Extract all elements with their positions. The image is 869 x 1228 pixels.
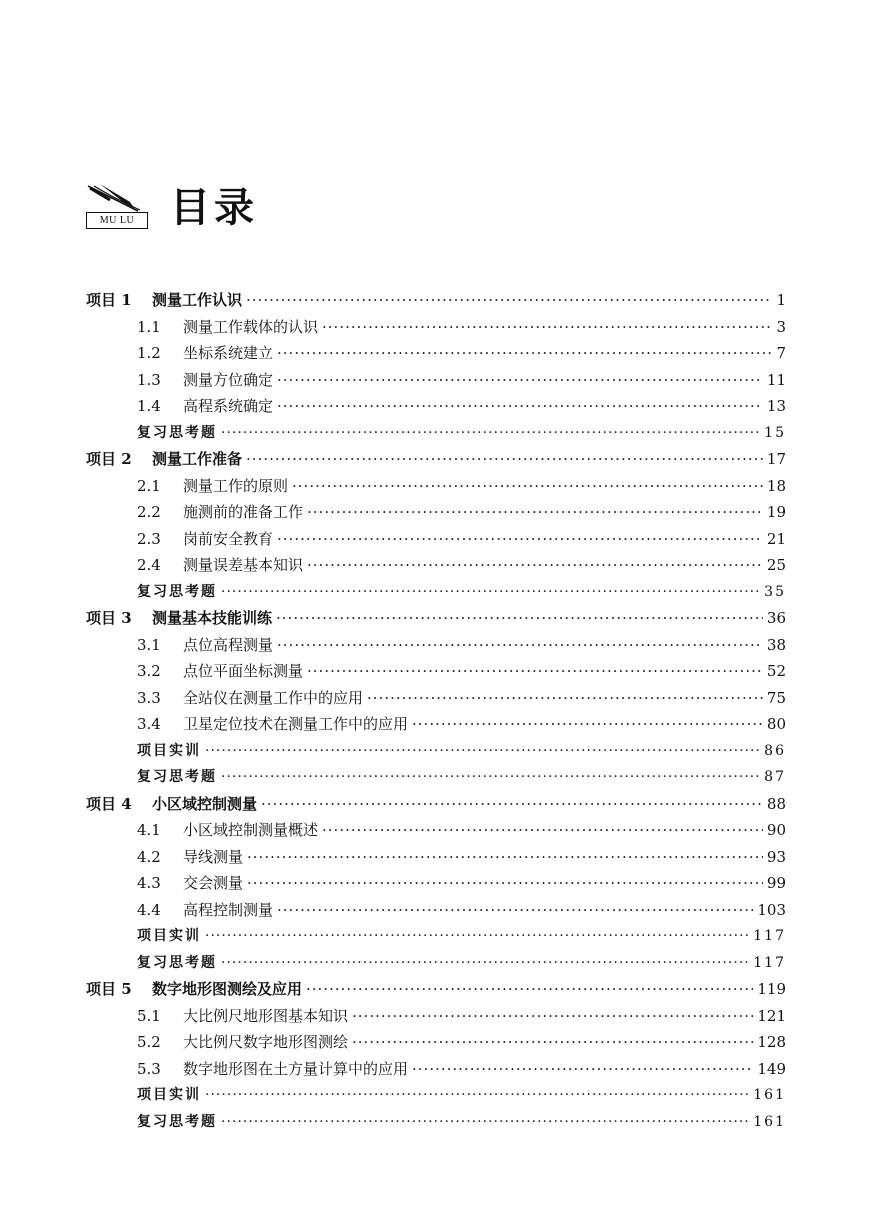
toc-section[interactable]: [86, 817, 786, 844]
toc-number: 1.1: [137, 317, 161, 336]
toc-section[interactable]: [86, 711, 786, 738]
toc-leader-dots: [307, 658, 763, 685]
toc-page-number: 18: [766, 476, 786, 495]
toc-extra[interactable]: [86, 950, 786, 977]
toc-title: 小区域控制测量: [152, 794, 258, 813]
toc-leader-dots: [412, 1056, 753, 1083]
toc-title: 坐标系统建立: [183, 344, 274, 362]
toc-title: 数字地形图在土方量计算中的应用: [183, 1059, 409, 1078]
toc-number: 项目 3: [86, 609, 132, 627]
toc-number: 2.3: [137, 529, 161, 548]
toc-leader-dots: [247, 870, 763, 897]
toc-title: 测量工作载体的认识: [183, 317, 319, 336]
toc-title: 点位平面坐标测量: [183, 662, 304, 680]
toc-number: 1.2: [137, 344, 161, 362]
toc-title: 测量方位确定: [183, 370, 274, 389]
toc-section[interactable]: [86, 1056, 786, 1083]
toc-leader-dots: [221, 1109, 749, 1136]
toc-number: 项目 1: [86, 291, 132, 309]
toc-title: 小区域控制测量概述: [183, 821, 319, 839]
toc-title: 测量工作的原则: [183, 476, 289, 495]
toc-extra[interactable]: [86, 1109, 786, 1136]
toc-leader-dots: [261, 791, 763, 818]
toc-leader-dots: [247, 844, 763, 871]
toc-leader-dots: [292, 473, 763, 500]
toc-title: 测量误差基本知识: [183, 556, 304, 574]
toc-page-number: 103: [757, 900, 786, 919]
toc-leader-dots: [322, 817, 763, 844]
toc-page-number: 7: [776, 344, 786, 362]
toc-page-number: 88: [766, 794, 786, 813]
toc-title: 复习思考题: [137, 583, 217, 600]
toc-page-number: 15: [764, 424, 786, 441]
toc-leader-dots: [205, 923, 749, 950]
toc-leader-dots: [277, 340, 772, 367]
toc-page-number: 13: [766, 397, 786, 415]
table-of-contents: [86, 287, 786, 1135]
toc-page-number: 52: [766, 662, 786, 680]
toc-leader-dots: [352, 1029, 753, 1056]
toc-title: 施测前的准备工作: [183, 503, 304, 521]
toc-page-number: 1: [776, 291, 786, 309]
toc-section[interactable]: [86, 658, 786, 685]
toc-chapter[interactable]: [86, 791, 786, 818]
toc-section[interactable]: [86, 473, 786, 500]
toc-page-number: 128: [757, 1033, 786, 1051]
toc-title: 项目实训: [137, 742, 201, 759]
toc-leader-dots: [246, 446, 763, 473]
toc-number: 项目 5: [86, 980, 132, 998]
toc-section[interactable]: [86, 367, 786, 394]
toc-section[interactable]: [86, 526, 786, 553]
toc-page-number: 119: [757, 980, 786, 998]
toc-page-number: 87: [764, 769, 786, 785]
toc-number: 2.2: [137, 503, 161, 521]
toc-leader-dots: [221, 764, 760, 791]
toc-extra[interactable]: [86, 764, 786, 791]
toc-chapter[interactable]: [86, 976, 786, 1003]
toc-title: 测量工作准备: [152, 450, 243, 468]
mulu-logo: [86, 184, 148, 230]
toc-title: 复习思考题: [137, 954, 217, 971]
toc-section[interactable]: [86, 499, 786, 526]
toc-number: 5.3: [137, 1059, 161, 1078]
toc-title: 交会测量: [183, 874, 244, 892]
toc-leader-dots: [221, 950, 749, 977]
toc-page-number: 99: [766, 874, 786, 892]
toc-leader-dots: [277, 897, 753, 924]
toc-title: 卫星定位技术在测量工作中的应用: [183, 715, 409, 733]
toc-page-number: 161: [753, 1087, 786, 1103]
toc-number: 4.4: [137, 900, 161, 919]
toc-number: 1.4: [137, 397, 161, 415]
toc-page-number: 80: [766, 715, 786, 733]
toc-title: 项目实训: [137, 1087, 201, 1103]
toc-number: 5.1: [137, 1006, 161, 1025]
toc-leader-dots: [205, 738, 760, 765]
toc-title: 测量基本技能训练: [152, 609, 273, 627]
toc-section[interactable]: [86, 393, 786, 420]
toc-extra[interactable]: [86, 420, 786, 447]
toc-leader-dots: [307, 552, 763, 579]
toc-page-number: 19: [766, 503, 786, 521]
toc-leader-dots: [277, 526, 763, 553]
toc-number: 1.3: [137, 370, 161, 389]
toc-title: 项目实训: [137, 928, 201, 944]
toc-page-number: 3: [776, 317, 786, 336]
toc-section[interactable]: [86, 552, 786, 579]
page-title: 目录: [170, 185, 258, 231]
toc-extra[interactable]: [86, 923, 786, 950]
toc-section[interactable]: [86, 685, 786, 712]
toc-extra[interactable]: [86, 579, 786, 606]
toc-title: 高程系统确定: [183, 397, 274, 415]
toc-number: 3.1: [137, 635, 161, 654]
toc-page-number: 75: [766, 688, 786, 707]
toc-number: 4.2: [137, 847, 161, 866]
toc-number: 4.3: [137, 874, 161, 892]
toc-leader-dots: [322, 314, 772, 341]
toc-extra[interactable]: [86, 738, 786, 765]
toc-title: 导线测量: [183, 847, 244, 866]
toc-leader-dots: [412, 711, 763, 738]
toc-page-number: 17: [766, 450, 786, 468]
toc-page-number: 35: [764, 583, 786, 600]
toc-leader-dots: [307, 499, 763, 526]
toc-title: 全站仪在测量工作中的应用: [183, 688, 364, 707]
toc-page-number: 117: [753, 954, 786, 971]
toc-leader-dots: [205, 1082, 749, 1109]
toc-title: 大比例尺数字地形图测绘: [183, 1033, 349, 1051]
toc-section[interactable]: [86, 897, 786, 924]
toc-number: 3.4: [137, 715, 161, 733]
toc-page-number: 121: [757, 1006, 786, 1025]
toc-number: 2.1: [137, 476, 161, 495]
toc-number: 5.2: [137, 1033, 161, 1051]
toc-page-number: 38: [766, 635, 786, 654]
toc-page-number: 149: [757, 1059, 786, 1078]
toc-chapter[interactable]: [86, 446, 786, 473]
toc-page-number: 93: [766, 847, 786, 866]
toc-leader-dots: [352, 1003, 753, 1030]
toc-section[interactable]: [86, 870, 786, 897]
toc-chapter[interactable]: [86, 605, 786, 632]
toc-section[interactable]: [86, 1003, 786, 1030]
toc-title: 岗前安全教育: [183, 529, 274, 548]
toc-page-number: 25: [766, 556, 786, 574]
toc-leader-dots: [221, 420, 760, 447]
toc-leader-dots: [367, 685, 763, 712]
toc-number: 项目 2: [86, 450, 132, 468]
toc-section[interactable]: [86, 632, 786, 659]
toc-section[interactable]: [86, 340, 786, 367]
toc-leader-dots: [277, 393, 763, 420]
toc-leader-dots: [221, 579, 760, 606]
toc-title: 测量工作认识: [152, 291, 243, 309]
toc-section[interactable]: [86, 844, 786, 871]
toc-page-number: 90: [766, 821, 786, 839]
toc-number: 3.3: [137, 688, 161, 707]
toc-number: 2.4: [137, 556, 161, 574]
toc-section[interactable]: [86, 1029, 786, 1056]
logo-label: MU LU: [86, 212, 148, 229]
toc-chapter[interactable]: [86, 287, 786, 314]
toc-leader-dots: [276, 605, 763, 632]
toc-page-number: 86: [764, 742, 786, 759]
toc-number: 3.2: [137, 662, 161, 680]
toc-title: 复习思考题: [137, 1113, 217, 1130]
toc-page-number: 117: [753, 928, 786, 944]
toc-page-number: 11: [766, 370, 786, 389]
toc-leader-dots: [277, 632, 763, 659]
toc-extra[interactable]: [86, 1082, 786, 1109]
toc-page-number: 161: [753, 1113, 786, 1130]
toc-title: 大比例尺地形图基本知识: [183, 1006, 349, 1025]
toc-title: 点位高程测量: [183, 635, 274, 654]
toc-title: 复习思考题: [137, 424, 217, 441]
toc-page-number: 36: [766, 609, 786, 627]
toc-leader-dots: [306, 976, 753, 1003]
toc-page-number: 21: [766, 529, 786, 548]
toc-leader-dots: [246, 287, 772, 314]
toc-section[interactable]: [86, 314, 786, 341]
pen-icon: [86, 184, 148, 214]
toc-number: 项目 4: [86, 794, 132, 813]
toc-leader-dots: [277, 367, 763, 394]
toc-number: 4.1: [137, 821, 161, 839]
toc-title: 复习思考题: [137, 769, 217, 785]
toc-title: 高程控制测量: [183, 900, 274, 919]
toc-title: 数字地形图测绘及应用: [152, 980, 303, 998]
